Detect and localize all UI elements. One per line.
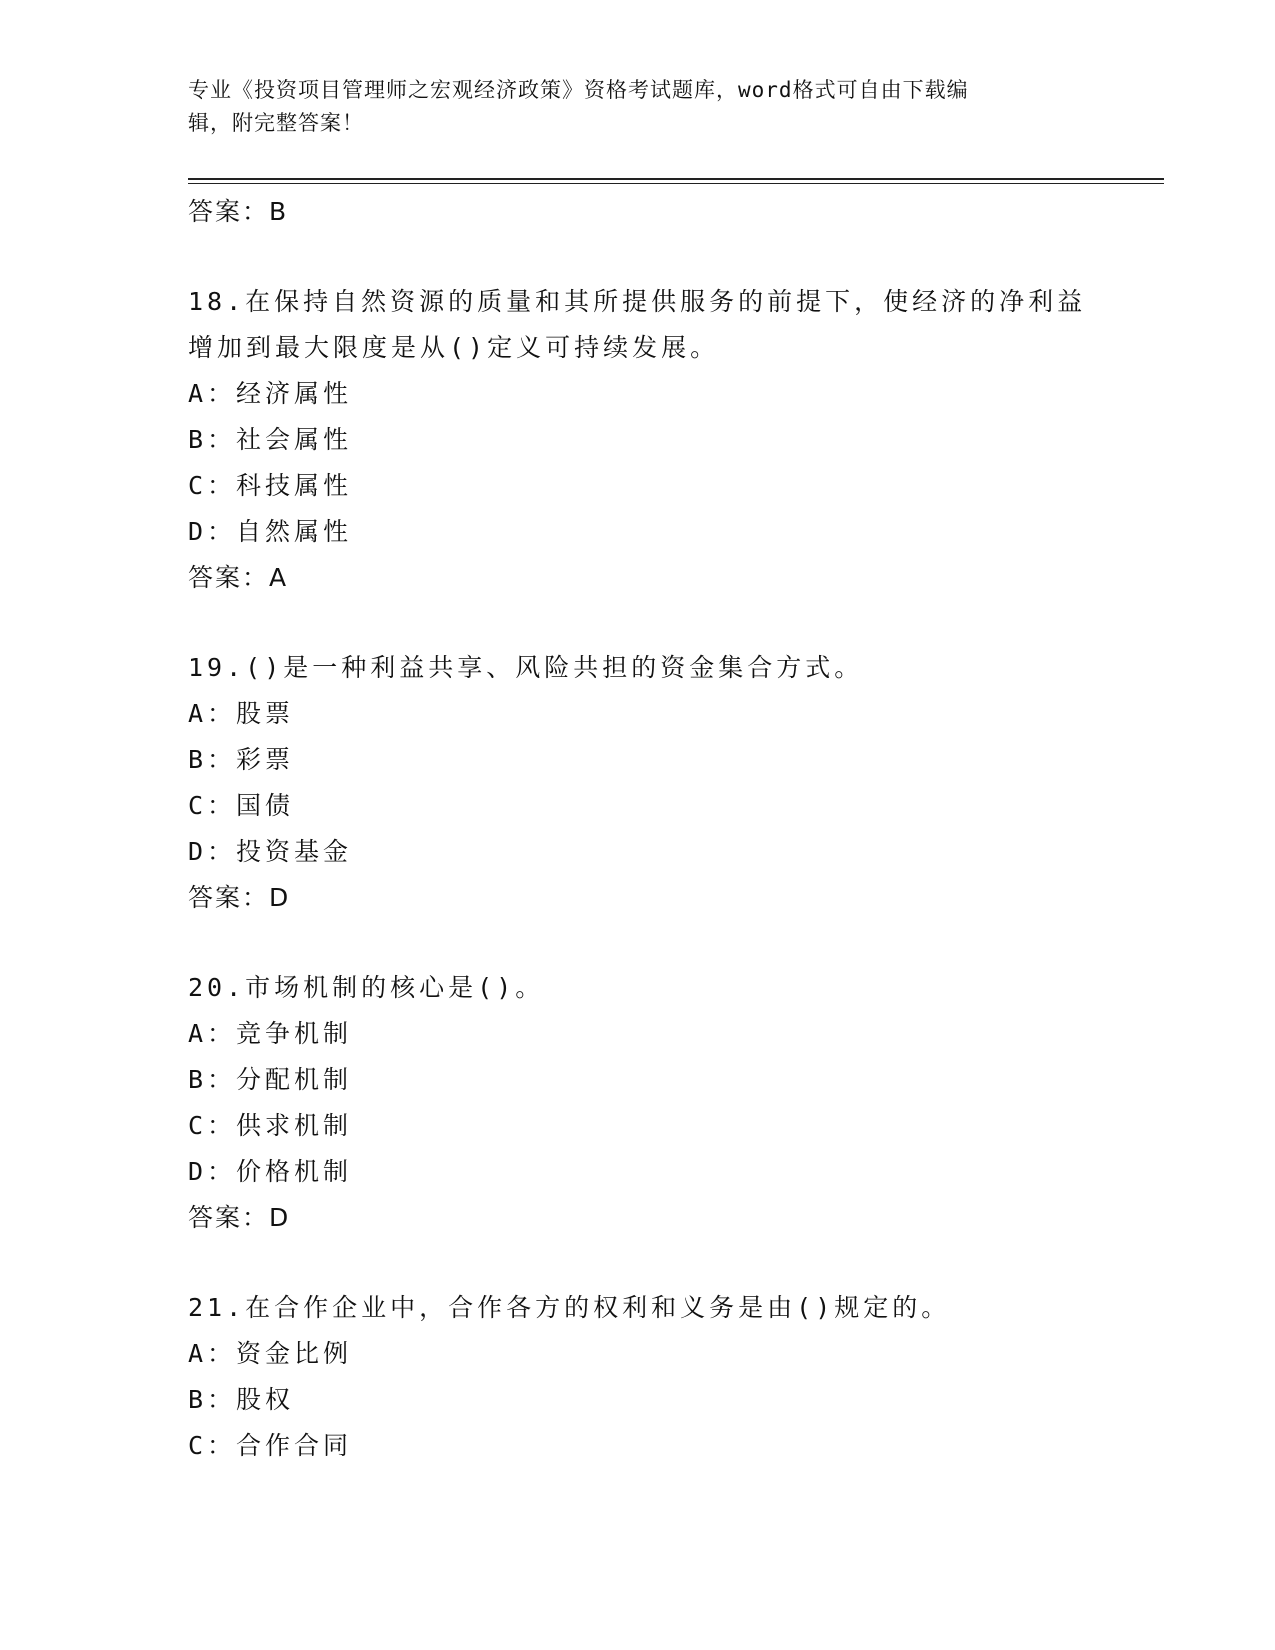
option-c: C：合作合同	[188, 1431, 353, 1460]
option-b: B：彩票	[188, 745, 295, 774]
answer: 答案：D	[188, 1203, 291, 1232]
option-a: A：经济属性	[188, 379, 353, 408]
answer: 答案：A	[188, 563, 289, 592]
header-divider-thin	[188, 183, 1164, 184]
option-a: A：竞争机制	[188, 1019, 353, 1048]
header-line-1: 专业《投资项目管理师之宏观经济政策》资格考试题库，word格式可自由下载编	[188, 78, 969, 102]
question-stem-line: 18.在保持自然资源的质量和其所提供服务的前提下，使经济的净利益	[188, 287, 1087, 316]
header-divider-thick	[188, 178, 1164, 180]
question-18	[188, 279, 1088, 601]
option-b: B：分配机制	[188, 1065, 353, 1094]
question-21	[188, 1285, 1088, 1469]
question-stem-line: 19.()是一种利益共享、风险共担的资金集合方式。	[188, 653, 864, 682]
question-20	[188, 965, 1088, 1241]
option-b: B：社会属性	[188, 425, 353, 454]
document-header	[188, 74, 1078, 140]
question-list	[188, 189, 1088, 1469]
option-a: A：资金比例	[188, 1339, 353, 1368]
question-stem-line: 21.在合作企业中，合作各方的权利和义务是由()规定的。	[188, 1293, 951, 1322]
header-line-2: 辑，附完整答案！	[188, 111, 364, 135]
option-c: C：供求机制	[188, 1111, 353, 1140]
answer: 答案：D	[188, 883, 291, 912]
previous-answer: 答案：B	[188, 197, 289, 226]
option-d: D：价格机制	[188, 1157, 353, 1186]
option-a: A：股票	[188, 699, 295, 728]
question-stem-line: 20.市场机制的核心是()。	[188, 973, 545, 1002]
option-c: C：国债	[188, 791, 295, 820]
option-d: D：自然属性	[188, 517, 353, 546]
question-stem-line: 增加到最大限度是从()定义可持续发展。	[188, 333, 720, 362]
option-d: D：投资基金	[188, 837, 353, 866]
option-c: C：科技属性	[188, 471, 353, 500]
option-b: B：股权	[188, 1385, 295, 1414]
question-19	[188, 645, 1088, 921]
